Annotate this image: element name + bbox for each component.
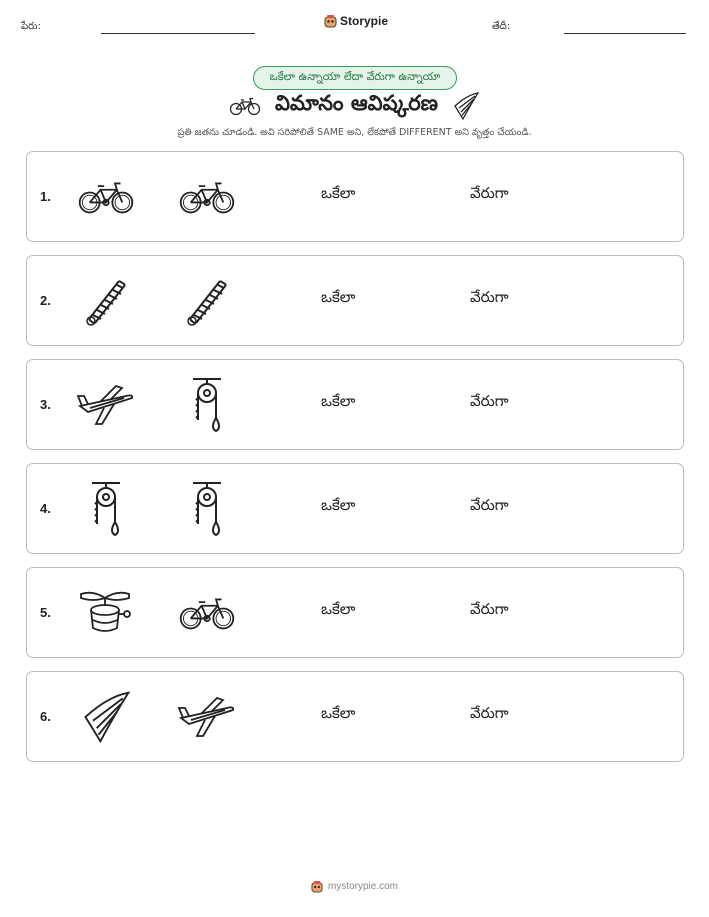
date-line[interactable] xyxy=(564,33,686,34)
same-option[interactable]: ఒకేలా xyxy=(321,392,356,410)
question-number: 3. xyxy=(40,397,51,412)
subtitle-pill: ఒకేలా ఉన్నాయా లేదా వేరుగా ఉన్నాయా xyxy=(253,66,457,90)
different-option[interactable]: వేరుగా xyxy=(470,392,509,410)
different-option[interactable]: వేరుగా xyxy=(470,184,509,202)
same-option[interactable]: ఒకేలా xyxy=(321,496,356,514)
question-row xyxy=(26,151,684,242)
question-number: 2. xyxy=(40,293,51,308)
same-option[interactable]: ఒకేలా xyxy=(321,288,356,306)
propeller-toy-icon xyxy=(75,583,137,643)
question-row xyxy=(26,671,684,762)
worksheet-header xyxy=(0,12,709,42)
different-option[interactable]: వేరుగా xyxy=(470,288,509,306)
title-row xyxy=(0,92,709,120)
rope-icon xyxy=(176,271,238,331)
brand-name: Storypie xyxy=(340,14,389,28)
question-number: 6. xyxy=(40,709,51,724)
storypie-mascot-icon xyxy=(311,880,323,893)
different-option[interactable]: వేరుగా xyxy=(470,496,509,514)
footer xyxy=(0,880,709,893)
same-option[interactable]: ఒకేలా xyxy=(321,600,356,618)
different-option[interactable]: వేరుగా xyxy=(470,600,509,618)
different-option[interactable]: వేరుగా xyxy=(470,704,509,722)
question-row xyxy=(26,359,684,450)
question-number: 5. xyxy=(40,605,51,620)
kite-wing-icon xyxy=(452,91,480,121)
page-title: విమానం ఆవిష్కరణ xyxy=(274,91,439,115)
same-option[interactable]: ఒకేలా xyxy=(321,704,356,722)
bicycle-icon xyxy=(75,167,137,227)
question-row xyxy=(26,567,684,658)
name-line[interactable] xyxy=(101,33,255,34)
same-option[interactable]: ఒకేలా xyxy=(321,184,356,202)
kite-wing-icon xyxy=(75,687,137,747)
footer-url: mystorypie.com xyxy=(327,881,398,892)
question-number: 4. xyxy=(40,501,51,516)
pulley-icon xyxy=(75,479,137,539)
pulley-icon xyxy=(176,375,238,435)
airplane-icon xyxy=(176,687,238,747)
airplane-icon xyxy=(75,375,137,435)
rope-icon xyxy=(75,271,137,331)
instructions: ప్రతి జతను చూడండి. అవి సరిపోలితే SAME అని, లేకపోతే DIFFERENT అని వృత్తం చేయండి. xyxy=(177,127,532,138)
date-label: తేదీ: xyxy=(492,21,511,32)
question-row xyxy=(26,255,684,346)
brand-logo xyxy=(324,14,388,28)
name-label: పేరు: xyxy=(21,21,41,32)
pulley-icon xyxy=(176,479,238,539)
bicycle-icon xyxy=(229,96,261,116)
bicycle-icon xyxy=(176,583,238,643)
question-number: 1. xyxy=(40,189,51,204)
question-row xyxy=(26,463,684,554)
bicycle-icon xyxy=(176,167,238,227)
storypie-mascot-icon xyxy=(324,14,337,28)
